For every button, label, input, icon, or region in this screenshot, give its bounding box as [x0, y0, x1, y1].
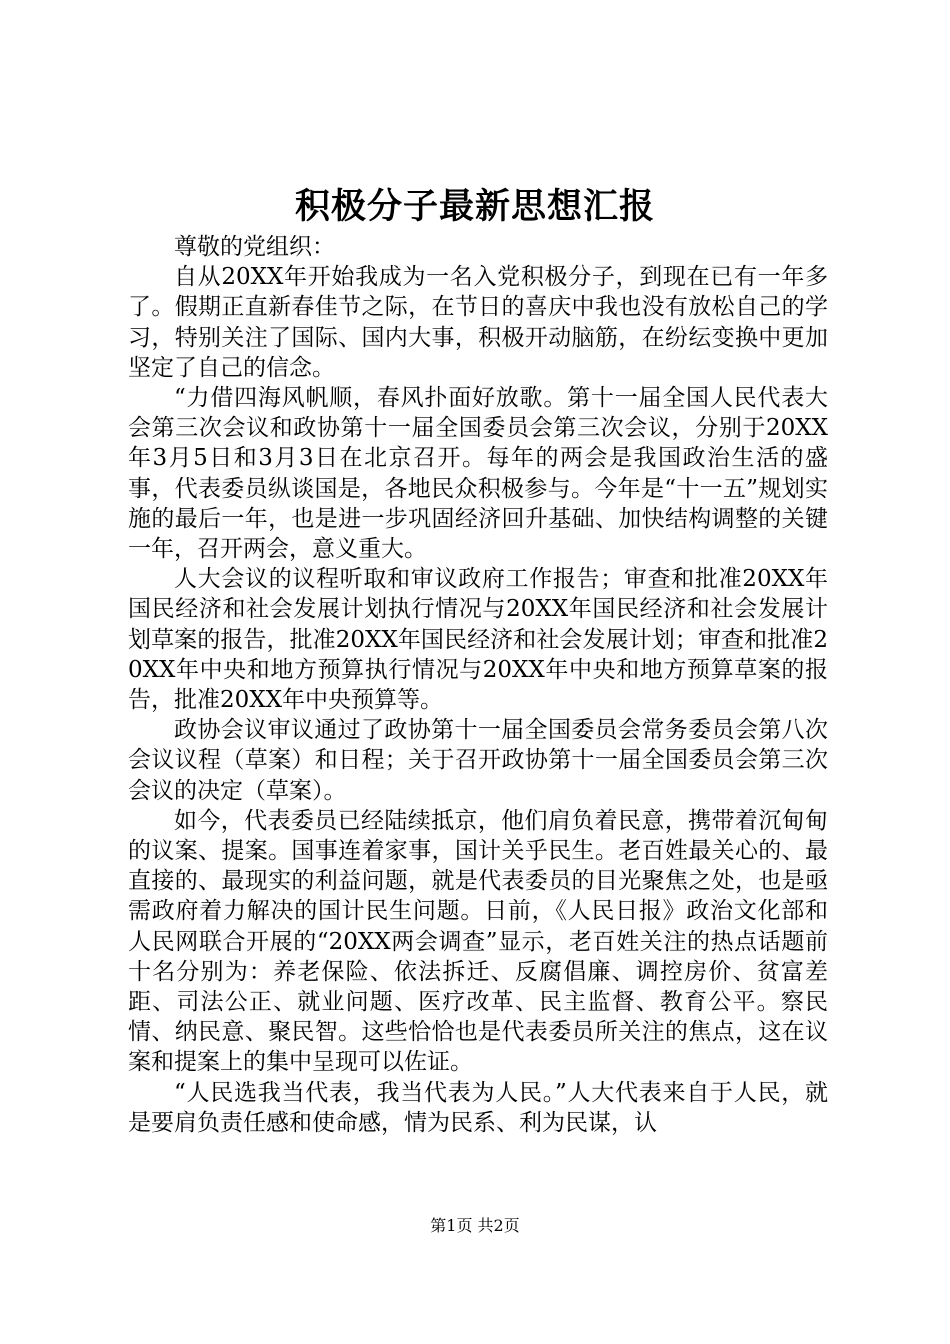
- paragraph-4: 政协会议审议通过了政协第十一届全国委员会常务委员会第八次会议议程（草案）和日程；关于召开政协第十一届全国委员会第三次会议的决定（草案）。: [128, 717, 828, 804]
- page-footer: 第1页 共2页: [430, 1216, 520, 1235]
- paragraph-5: 如今，代表委员已经陆续抵京，他们肩负着民意，携带着沉甸甸的议案、提案。国事连着家事，国计关乎民生。老百姓最关心的、最直接的、最现实的利益问题，就是代表委员的目光聚焦之处，也是亟需政府着力解决的国计民生问题。日前，《人民日报》政治文化部和人民网联合开展的“20XX两会调查”显示，老百姓关注的热点话题前十名分别为：养老保险、依法拆迁、反腐倡廉、调控房价、贫富差距、司法公正、就业问题、医疗改革、民主监督、教育公平。察民情、纳民意、聚民智。这些恰恰也是代表委员所关注的焦点，这在议案和提案上的集中呈现可以佐证。: [128, 807, 828, 1076]
- document-body: [128, 232, 828, 1138]
- paragraph-6: “人民选我当代表，我当代表为人民。”人大代表来自于人民，就是要肩负责任感和使命感，情为民系、利为民谋，认: [128, 1079, 828, 1136]
- document-title: 积极分子最新思想汇报: [294, 186, 655, 227]
- salutation: 尊敬的党组织：: [174, 234, 335, 260]
- paragraph-1: 自从20XX年开始我成为一名入党积极分子，到现在已有一年多了。假期正直新春佳节之际，在节日的喜庆中我也没有放松自己的学习，特别关注了国际、国内大事，积极开动脑筋，在纷纭变换中更加坚定了自己的信念。: [128, 264, 828, 381]
- paragraph-3: 人大会议的议程听取和审议政府工作报告；审查和批准20XX年国民经济和社会发展计划执行情况与20XX年国民经济和社会发展计划草案的报告，批准20XX年国民经济和社会发展计划；审查和批准20XX年中央和地方预算执行情况与20XX年中央和地方预算草案的报告，批准20XX年中央预算等。: [128, 566, 828, 714]
- paragraph-2: “力借四海风帆顺，春风扑面好放歌。第十一届全国人民代表大会第三次会议和政协第十一届全国委员会第三次会议，分别于20XX年3月5日和3月3日在北京召开。每年的两会是我国政治生活的盛事，代表委员纵谈国是，各地民众积极参与。今年是“十一五”规划实施的最后一年，也是进一步巩固经济回升基础、加快结构调整的关键一年，召开两会，意义重大。: [128, 385, 828, 563]
